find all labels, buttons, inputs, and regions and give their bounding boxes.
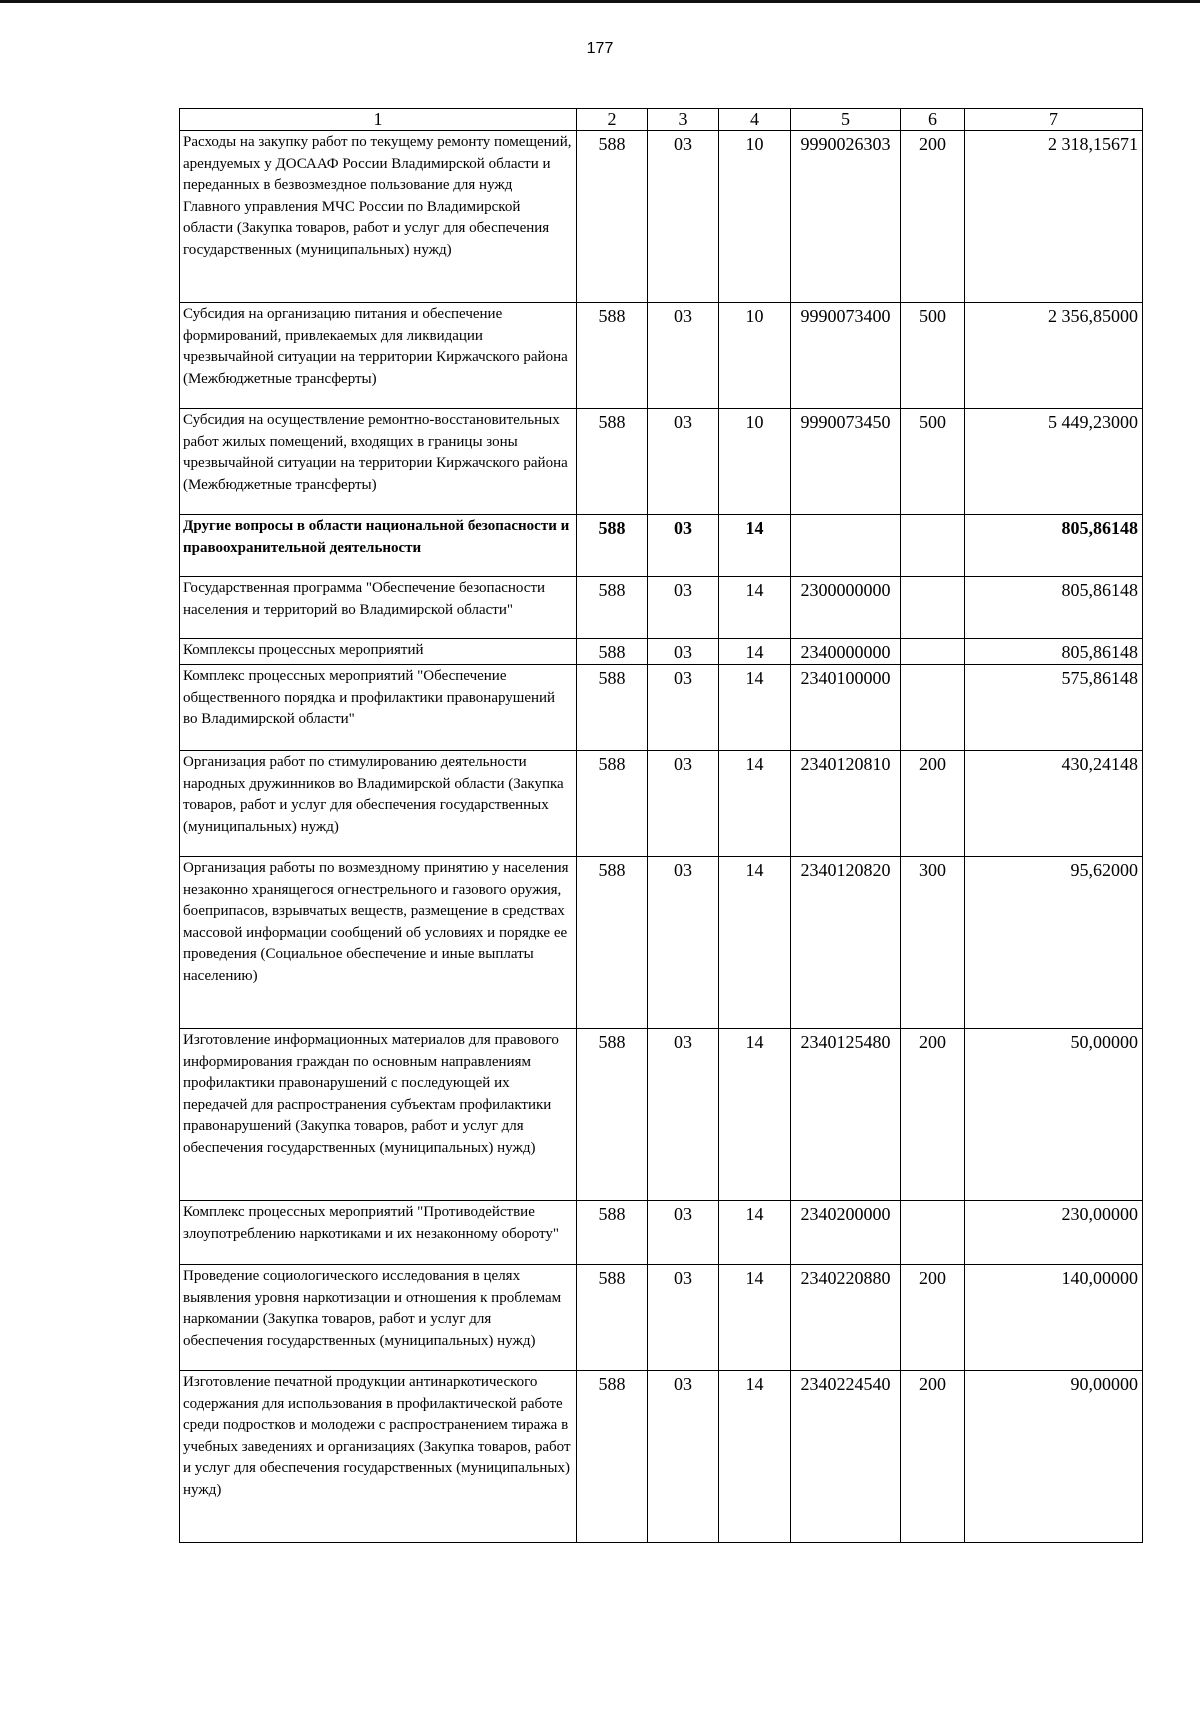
row-description: Изготовление информационных материалов для правового информирования граждан по основным направлениям профилактики правонарушений с последующей их передачей для распространения субъектам профилактики правонарушений (Закупка товаров, работ и услуг для обеспечения государственных (муниципальных) нужд) xyxy=(180,1029,577,1201)
amount-value: 575,86148 xyxy=(965,665,1143,751)
section-code: 03 xyxy=(648,131,719,303)
ministry-code: 588 xyxy=(577,1265,648,1371)
amount-value: 140,00000 xyxy=(965,1265,1143,1371)
table-row xyxy=(180,857,1143,1029)
amount-value: 430,24148 xyxy=(965,751,1143,857)
section-code: 03 xyxy=(648,577,719,639)
expense-type-code: 200 xyxy=(901,1265,965,1371)
table-row xyxy=(180,639,1143,665)
row-description: Другие вопросы в области национальной безопасности и правоохранительной деятельности xyxy=(180,515,577,577)
amount-value: 805,86148 xyxy=(965,639,1143,665)
section-code: 03 xyxy=(648,409,719,515)
page-number: 177 xyxy=(586,40,614,57)
amount-value: 50,00000 xyxy=(965,1029,1143,1201)
expense-type-code: 200 xyxy=(901,1029,965,1201)
target-article-code: 2340224540 xyxy=(791,1371,901,1543)
column-number: 3 xyxy=(648,109,719,131)
amount-value: 2 318,15671 xyxy=(965,131,1143,303)
column-number-row xyxy=(180,109,1143,131)
expense-type-code: 500 xyxy=(901,303,965,409)
target-article-code: 2340120820 xyxy=(791,857,901,1029)
expense-type-code: 200 xyxy=(901,131,965,303)
target-article-code xyxy=(791,515,901,577)
target-article-code: 2340100000 xyxy=(791,665,901,751)
table-row xyxy=(180,409,1143,515)
amount-value: 5 449,23000 xyxy=(965,409,1143,515)
table-row xyxy=(180,515,1143,577)
section-code: 03 xyxy=(648,1265,719,1371)
subsection-code: 10 xyxy=(719,303,791,409)
subsection-code: 14 xyxy=(719,1265,791,1371)
expense-type-code xyxy=(901,577,965,639)
expense-type-code xyxy=(901,639,965,665)
section-code: 03 xyxy=(648,639,719,665)
row-description: Комплекс процессных мероприятий "Противодействие злоупотреблению наркотиками и их незаконному обороту" xyxy=(180,1201,577,1265)
amount-value: 230,00000 xyxy=(965,1201,1143,1265)
row-description: Субсидия на организацию питания и обеспечение формирований, привлекаемых для ликвидации чрезвычайной ситуации на территории Киржачского района (Межбюджетные трансферты) xyxy=(180,303,577,409)
subsection-code: 14 xyxy=(719,1201,791,1265)
table-row xyxy=(180,665,1143,751)
row-description: Государственная программа "Обеспечение безопасности населения и территорий во Владимирской области" xyxy=(180,577,577,639)
expense-type-code: 300 xyxy=(901,857,965,1029)
table-row xyxy=(180,751,1143,857)
row-description: Организация работ по стимулированию деятельности народных дружинников во Владимирской области (Закупка товаров, работ и услуг для обеспечения государственных (муниципальных) нужд) xyxy=(180,751,577,857)
row-description: Расходы на закупку работ по текущему ремонту помещений, арендуемых у ДОСААФ России Владимирской области и переданных в безвозмездное пользование для нужд Главного управления МЧС России по Владимирской области (Закупка товаров, работ и услуг для обеспечения государственных (муниципальных) нужд) xyxy=(180,131,577,303)
row-description: Организация работы по возмездному принятию у населения незаконно хранящегося огнестрельного и газового оружия, боеприпасов, взрывчатых веществ, размещение в средствах массовой информации сообщений об условиях и порядке ее проведения (Социальное обеспечение и иные выплаты населению) xyxy=(180,857,577,1029)
expense-type-code xyxy=(901,665,965,751)
target-article-code: 2340000000 xyxy=(791,639,901,665)
row-description: Комплекс процессных мероприятий "Обеспечение общественного порядка и профилактики правонарушений во Владимирской области" xyxy=(180,665,577,751)
target-article-code: 2340200000 xyxy=(791,1201,901,1265)
ministry-code: 588 xyxy=(577,515,648,577)
target-article-code: 2340120810 xyxy=(791,751,901,857)
table-row xyxy=(180,1201,1143,1265)
ministry-code: 588 xyxy=(577,1201,648,1265)
table-row xyxy=(180,1371,1143,1543)
ministry-code: 588 xyxy=(577,751,648,857)
column-number: 5 xyxy=(791,109,901,131)
amount-value: 2 356,85000 xyxy=(965,303,1143,409)
section-code: 03 xyxy=(648,1201,719,1265)
target-article-code: 9990073400 xyxy=(791,303,901,409)
column-number: 6 xyxy=(901,109,965,131)
table-row xyxy=(180,1029,1143,1201)
section-code: 03 xyxy=(648,1029,719,1201)
table-row xyxy=(180,577,1143,639)
ministry-code: 588 xyxy=(577,1029,648,1201)
ministry-code: 588 xyxy=(577,1371,648,1543)
ministry-code: 588 xyxy=(577,131,648,303)
target-article-code: 2340125480 xyxy=(791,1029,901,1201)
expense-type-code xyxy=(901,1201,965,1265)
ministry-code: 588 xyxy=(577,303,648,409)
ministry-code: 588 xyxy=(577,665,648,751)
subsection-code: 14 xyxy=(719,515,791,577)
ministry-code: 588 xyxy=(577,857,648,1029)
target-article-code: 2340220880 xyxy=(791,1265,901,1371)
row-description: Субсидия на осуществление ремонтно-восстановительных работ жилых помещений, входящих в границы зоны чрезвычайной ситуации на территории Киржачского района (Межбюджетные трансферты) xyxy=(180,409,577,515)
expense-type-code xyxy=(901,515,965,577)
budget-table-container xyxy=(179,108,1142,1543)
subsection-code: 14 xyxy=(719,857,791,1029)
ministry-code: 588 xyxy=(577,639,648,665)
ministry-code: 588 xyxy=(577,409,648,515)
amount-value: 805,86148 xyxy=(965,577,1143,639)
subsection-code: 10 xyxy=(719,409,791,515)
column-number: 4 xyxy=(719,109,791,131)
row-description: Комплексы процессных мероприятий xyxy=(180,639,577,665)
table-row xyxy=(180,303,1143,409)
ministry-code: 588 xyxy=(577,577,648,639)
row-description: Проведение социологического исследования в целях выявления уровня наркотизации и отношения к проблемам наркомании (Закупка товаров, работ и услуг для обеспечения государственных (муниципальных) нужд) xyxy=(180,1265,577,1371)
subsection-code: 14 xyxy=(719,639,791,665)
expense-type-code: 500 xyxy=(901,409,965,515)
budget-table xyxy=(179,108,1143,1543)
amount-value: 90,00000 xyxy=(965,1371,1143,1543)
column-number: 7 xyxy=(965,109,1143,131)
subsection-code: 14 xyxy=(719,577,791,639)
subsection-code: 14 xyxy=(719,751,791,857)
subsection-code: 14 xyxy=(719,665,791,751)
column-number: 2 xyxy=(577,109,648,131)
section-code: 03 xyxy=(648,515,719,577)
amount-value: 95,62000 xyxy=(965,857,1143,1029)
subsection-code: 10 xyxy=(719,131,791,303)
amount-value: 805,86148 xyxy=(965,515,1143,577)
table-row xyxy=(180,131,1143,303)
section-code: 03 xyxy=(648,303,719,409)
section-code: 03 xyxy=(648,751,719,857)
section-code: 03 xyxy=(648,857,719,1029)
table-row xyxy=(180,1265,1143,1371)
column-number: 1 xyxy=(180,109,577,131)
target-article-code: 2300000000 xyxy=(791,577,901,639)
target-article-code: 9990073450 xyxy=(791,409,901,515)
expense-type-code: 200 xyxy=(901,751,965,857)
section-code: 03 xyxy=(648,665,719,751)
row-description: Изготовление печатной продукции антинаркотического содержания для использования в профилактической работе среди подростков и молодежи с распространением тиража в учебных заведениях и организациях (Закупка товаров, работ и услуг для обеспечения государственных (муниципальных) нужд) xyxy=(180,1371,577,1543)
expense-type-code: 200 xyxy=(901,1371,965,1543)
subsection-code: 14 xyxy=(719,1029,791,1201)
top-rule xyxy=(0,0,1200,3)
section-code: 03 xyxy=(648,1371,719,1543)
target-article-code: 9990026303 xyxy=(791,131,901,303)
subsection-code: 14 xyxy=(719,1371,791,1543)
